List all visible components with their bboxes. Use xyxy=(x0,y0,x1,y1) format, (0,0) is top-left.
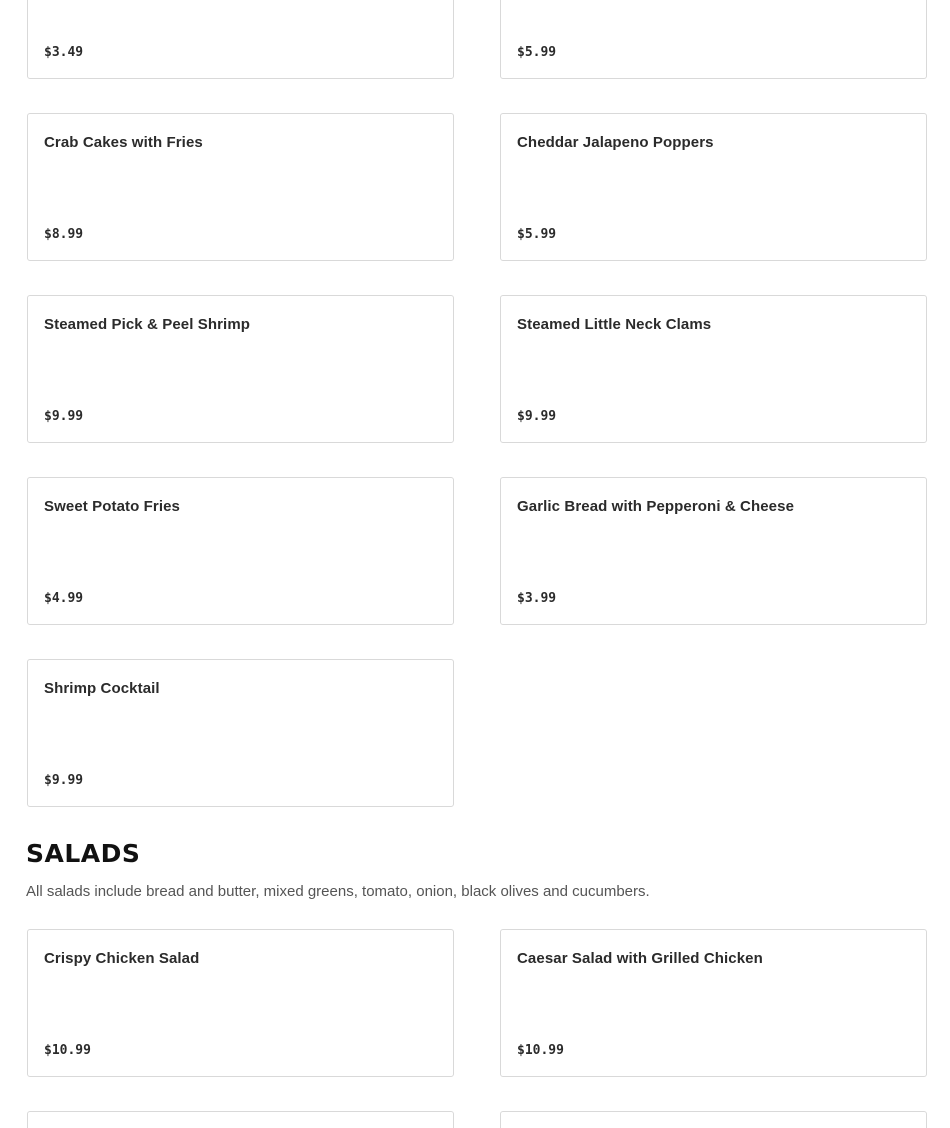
menu-item-price: $10.99 xyxy=(44,1043,91,1058)
menu-item-card[interactable] xyxy=(500,295,927,443)
menu-item-price: $3.49 xyxy=(44,45,84,60)
menu-item-price: $8.99 xyxy=(44,227,84,242)
menu-item-card[interactable] xyxy=(500,113,927,261)
menu-item-card[interactable] xyxy=(27,295,454,443)
menu-item-card[interactable] xyxy=(27,0,454,79)
menu-item-name: Cheddar Jalapeno Poppers xyxy=(517,134,714,151)
menu-item-name: Crab Cakes with Fries xyxy=(44,134,203,151)
menu-item-card[interactable] xyxy=(500,0,927,79)
menu-item-card[interactable] xyxy=(500,929,927,1077)
menu-item-price: $9.99 xyxy=(44,773,84,788)
menu-item-card[interactable] xyxy=(27,1111,454,1128)
menu-item-name: Shrimp Cocktail xyxy=(44,680,160,697)
menu-item-name: Garlic Bread with Pepperoni & Cheese xyxy=(517,498,795,515)
menu-item-name: Crispy Chicken Salad xyxy=(44,950,200,967)
menu-item-name: Steamed Little Neck Clams xyxy=(517,316,712,333)
menu-item-card[interactable] xyxy=(27,659,454,807)
menu-item-price: $3.99 xyxy=(517,591,557,606)
menu-item-price: $5.99 xyxy=(517,227,557,242)
menu-item-card[interactable] xyxy=(27,929,454,1077)
menu-item-name: Sweet Potato Fries xyxy=(44,498,181,515)
menu-item-card[interactable] xyxy=(27,113,454,261)
menu-item-price: $9.99 xyxy=(517,409,557,424)
menu-item-card[interactable] xyxy=(500,477,927,625)
menu-item-price: $4.99 xyxy=(44,591,84,606)
menu-item-price: $9.99 xyxy=(44,409,84,424)
menu-item-name: Caesar Salad with Grilled Chicken xyxy=(517,950,763,967)
menu-item-card[interactable] xyxy=(27,477,454,625)
section-title: SALADS xyxy=(26,839,141,868)
menu-item-card[interactable] xyxy=(500,1111,927,1128)
menu-item-name: Steamed Pick & Peel Shrimp xyxy=(44,316,251,333)
section-description: All salads include bread and butter, mixed greens, tomato, onion, black olives and cucumbers. xyxy=(26,883,650,900)
menu-item-price: $5.99 xyxy=(517,45,557,60)
menu-item-price: $10.99 xyxy=(517,1043,564,1058)
